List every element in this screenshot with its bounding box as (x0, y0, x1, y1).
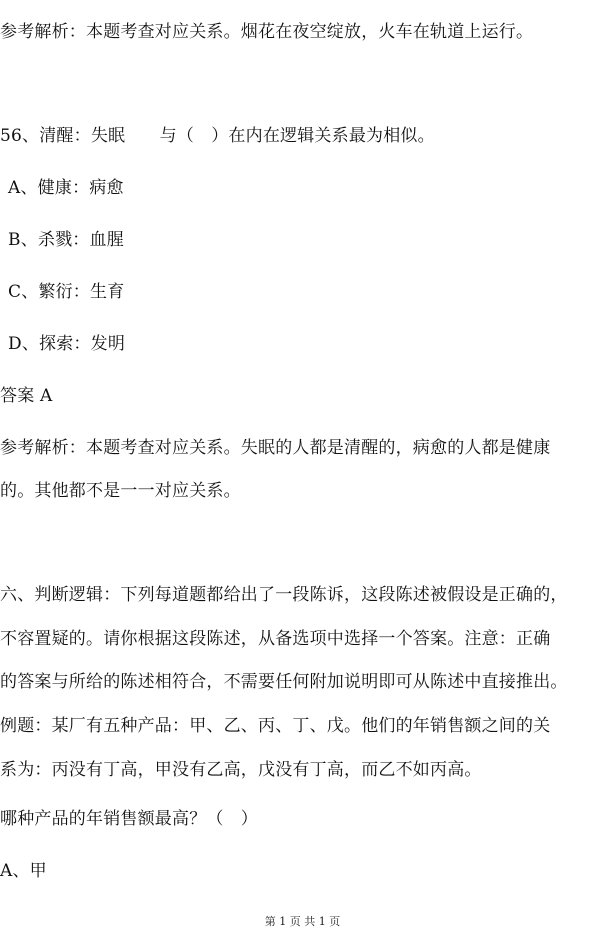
explanation-line-1: 参考解析：本题考查对应关系。失眠的人都是清醒的，病愈的人都是健康 (0, 438, 551, 458)
example-line-1: 例题：某厂有五种产品：甲、乙、丙、丁、戊。他们的年销售额之间的关 (0, 716, 551, 736)
example-question: 哪种产品的年销售额最高？（ ） (0, 809, 258, 829)
example-option-a: A、甲 (0, 861, 47, 881)
option-a: A、健康：病愈 (8, 178, 124, 198)
option-b: B、杀戮：血腥 (8, 230, 124, 250)
example-line-2: 系为：丙没有丁高，甲没有乙高，戊没有丁高，而乙不如丙高。 (0, 760, 482, 780)
section-6-intro-line-1: 六、判断逻辑：下列每道题都给出了一段陈诉，这段陈述被假设是正确的， (0, 585, 568, 605)
explanation-line-2: 的。其他都不是一一对应关系。 (0, 481, 241, 501)
answer: 答案 A (0, 386, 53, 406)
option-d: D、探索：发明 (8, 334, 126, 354)
page-footer: 第 1 页 共 1 页 (264, 915, 341, 928)
section-6-intro-line-3: 的答案与所给的陈述相符合，不需要任何附加说明即可从陈述中直接推出。 (0, 672, 568, 692)
question-56-stem: 56、清醒：失眠 与（ ）在内在逻辑关系最为相似。 (0, 126, 435, 146)
option-c: C、繁衍：生育 (8, 282, 125, 302)
previous-explanation: 参考解析：本题考查对应关系。烟花在夜空绽放，火车在轨道上运行。 (0, 22, 534, 42)
section-6-intro-line-2: 不容置疑的。请你根据这段陈述，从备选项中选择一个答案。注意：正确 (0, 629, 551, 649)
